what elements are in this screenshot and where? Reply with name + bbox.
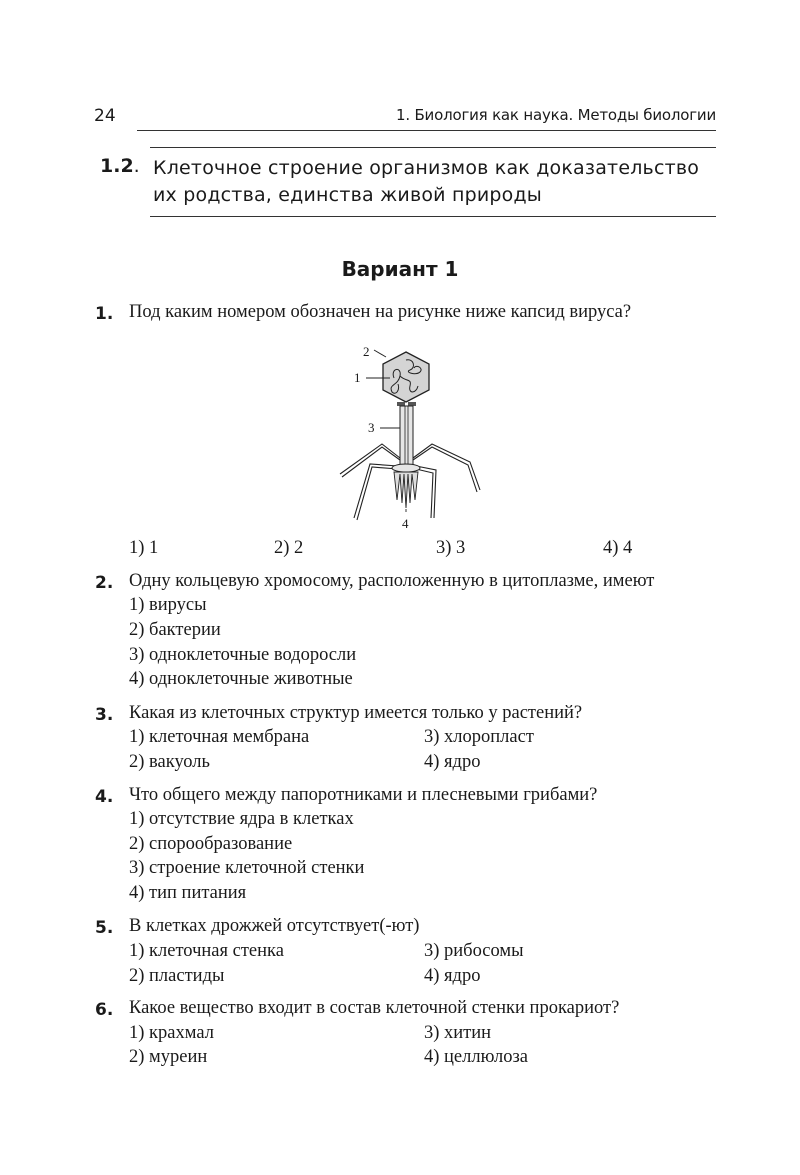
header-rule [137,130,716,131]
q4-option-1[interactable]: 1) отсутствие ядра в клетках [129,809,354,829]
q6-option-4[interactable]: 4) целлюлоза [424,1047,528,1067]
question-5-number: 5. [95,918,114,938]
question-2-text: Одну кольцевую хромосому, расположенную в цитоплазме, имеют [129,571,655,591]
q2-option-2[interactable]: 2) бактерии [129,620,221,640]
q4-option-4[interactable]: 4) тип питания [129,883,247,903]
q5-option-4[interactable]: 4) ядро [424,966,481,986]
q1-option-2[interactable]: 2) 2 [274,538,304,558]
question-6-text: Какое вещество входит в состав клеточной стенки прокариот? [129,998,620,1018]
figure-label-2: 2 [363,344,370,359]
section-number-value: 1.2 [100,155,134,177]
q3-option-2[interactable]: 2) вакуоль [129,752,210,772]
running-head: 1. Биология как наука. Методы биологии [395,106,716,124]
q5-option-1[interactable]: 1) клеточная стенка [129,941,284,961]
q4-option-3[interactable]: 3) строение клеточной стенки [129,858,365,878]
figure-label-4: 4 [402,516,409,531]
question-1-text: Под каким номером обозначен на рисунке ниже капсид вируса? [129,302,632,322]
question-4-text: Что общего между папоротниками и плесневыми грибами? [129,785,598,805]
q2-option-4[interactable]: 4) одноклеточные животные [129,669,353,689]
figure-label-3: 3 [368,420,375,435]
question-1-number: 1. [95,304,114,324]
page-number: 24 [94,106,116,126]
question-3-number: 3. [95,705,114,725]
section-rule-bottom [150,216,716,217]
q3-option-4[interactable]: 4) ядро [424,752,481,772]
q6-option-3[interactable]: 3) хитин [424,1023,492,1043]
bacteriophage-figure [330,338,490,533]
q3-option-3[interactable]: 3) хлоропласт [424,727,534,747]
q1-option-3[interactable]: 3) 3 [436,538,466,558]
question-4-number: 4. [95,787,114,807]
section-title: Клеточное строение организмов как доказательство их родства, единства живой природы [153,157,700,206]
q1-option-4[interactable]: 4) 4 [603,538,633,558]
figure-label-1: 1 [354,370,361,385]
section-number [100,155,140,177]
q6-option-1[interactable]: 1) крахмал [129,1023,214,1043]
baseplate [392,464,420,508]
question-5-text: В клетках дрожжей отсутствует(-ют) [129,916,420,936]
q2-option-3[interactable]: 3) одноклеточные водоросли [129,645,357,665]
q5-option-3[interactable]: 3) рибосомы [424,941,524,961]
question-2-number: 2. [95,573,114,593]
q3-option-1[interactable]: 1) клеточная мембрана [129,727,310,747]
q5-option-2[interactable]: 2) пластиды [129,966,225,986]
question-3-text: Какая из клеточных структур имеется только у растений? [129,703,583,723]
tail-sheath [400,406,413,466]
tail-collar [397,402,416,406]
q4-option-2[interactable]: 2) спорообразование [129,834,293,854]
q1-option-1[interactable]: 1) 1 [129,538,159,558]
variant-title: Вариант 1 [341,257,459,281]
section-rule-top [150,147,716,148]
q6-option-2[interactable]: 2) муреин [129,1047,208,1067]
section-number-dot: . [133,155,140,177]
q2-option-1[interactable]: 1) вирусы [129,595,207,615]
question-6-number: 6. [95,1000,114,1020]
